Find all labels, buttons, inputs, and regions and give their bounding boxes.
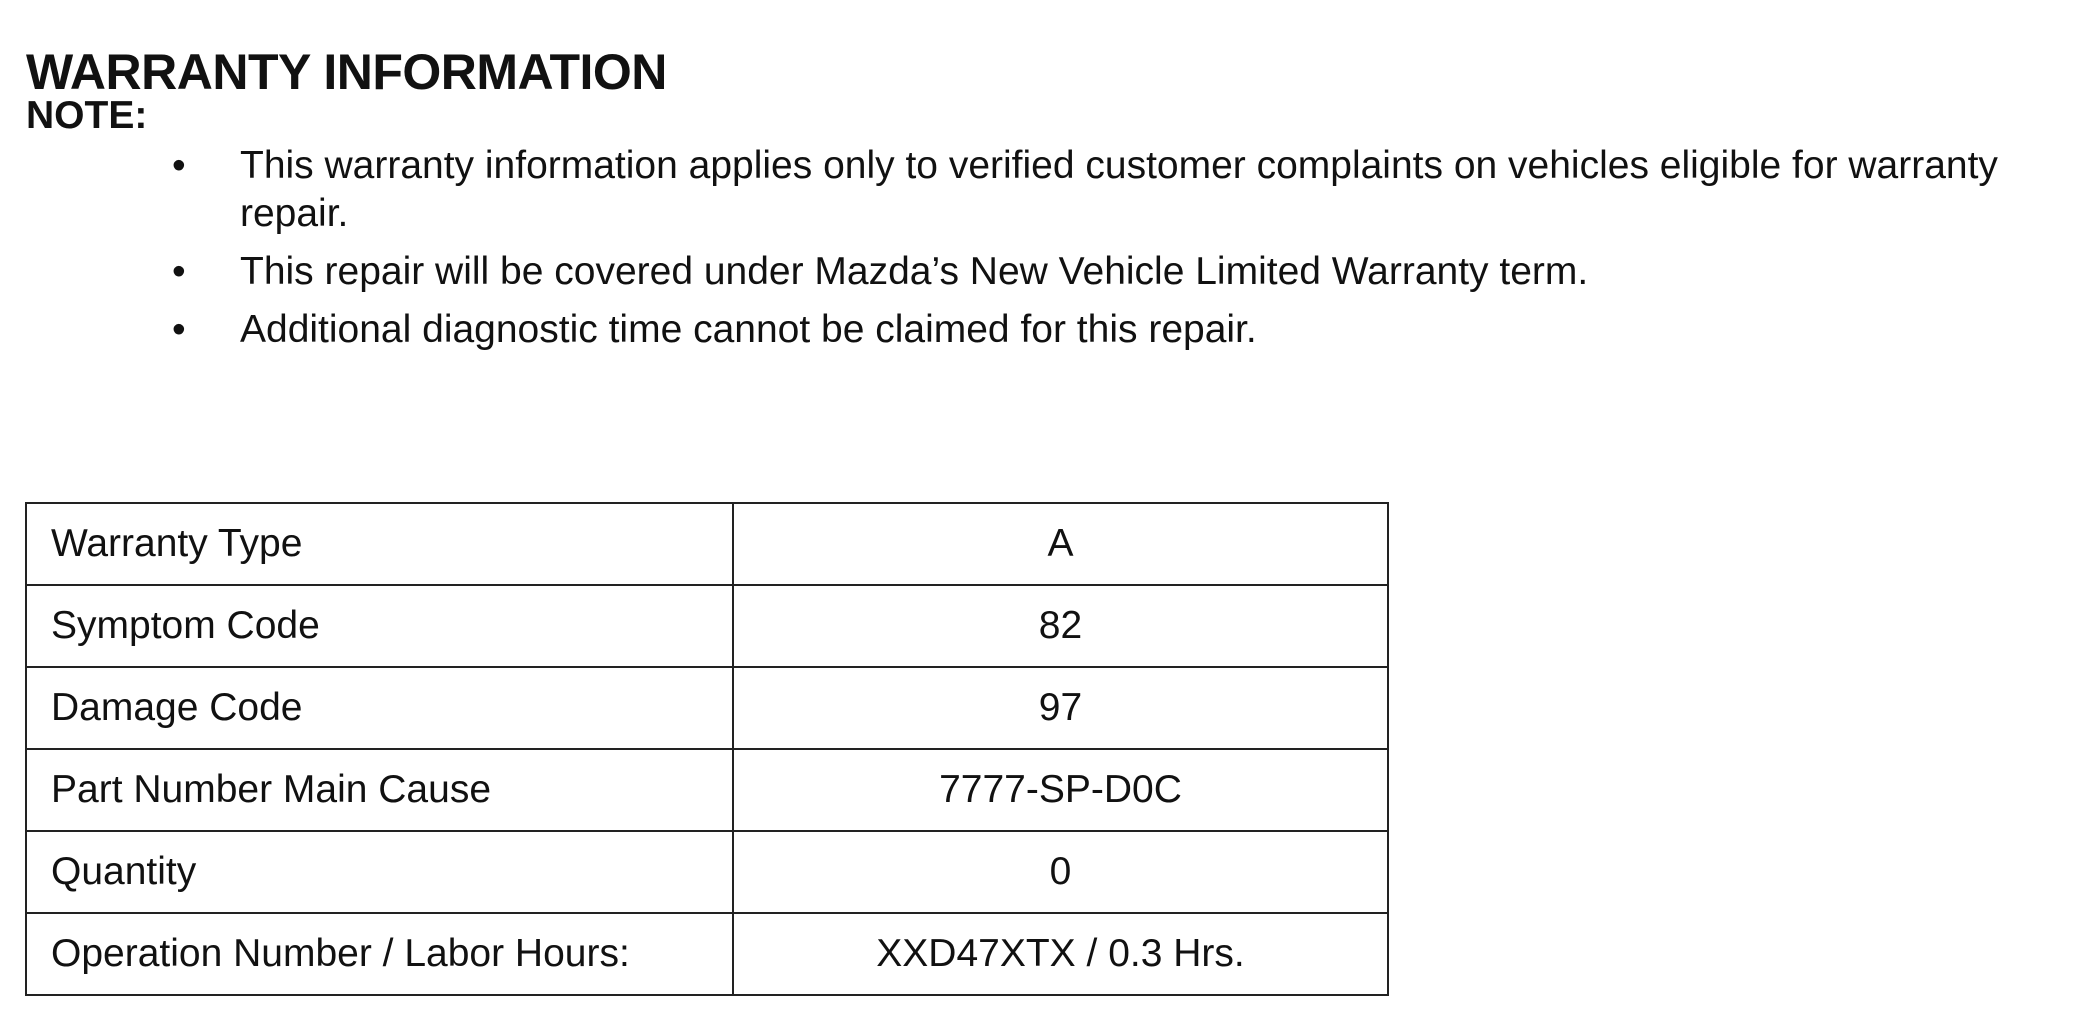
table-row xyxy=(26,913,1388,995)
bullet-icon: • xyxy=(172,144,186,187)
table-cell-label: Damage Code xyxy=(26,667,733,749)
note-item xyxy=(0,142,2089,238)
table-cell-label: Warranty Type xyxy=(26,503,733,585)
table-cell-value: 97 xyxy=(733,667,1388,749)
table-cell-value: 7777-SP-D0C xyxy=(733,749,1388,831)
table-cell-label: Part Number Main Cause xyxy=(26,749,733,831)
bullet-icon: • xyxy=(172,308,186,351)
table-cell-label: Symptom Code xyxy=(26,585,733,667)
table-row xyxy=(26,749,1388,831)
table-row xyxy=(26,831,1388,913)
note-text: This repair will be covered under Mazda’s New Vehicle Limited Warranty term. xyxy=(240,250,1589,293)
note-item xyxy=(0,306,2089,354)
notes-list xyxy=(0,142,2089,364)
note-label: NOTE: xyxy=(26,94,148,137)
table-cell-value: XXD47XTX / 0.3 Hrs. xyxy=(733,913,1388,995)
table-row xyxy=(26,585,1388,667)
table-cell-value: 0 xyxy=(733,831,1388,913)
note-item xyxy=(0,248,2089,296)
note-text: This warranty information applies only to verified customer complaints on vehicles eligible for warranty repair. xyxy=(240,144,1998,235)
table-row xyxy=(26,667,1388,749)
table-cell-value: 82 xyxy=(733,585,1388,667)
table-row xyxy=(26,503,1388,585)
table-cell-label: Operation Number / Labor Hours: xyxy=(26,913,733,995)
table-cell-label: Quantity xyxy=(26,831,733,913)
table-cell-value: A xyxy=(733,503,1388,585)
page-title: WARRANTY INFORMATION xyxy=(26,43,667,100)
note-text: Additional diagnostic time cannot be claimed for this repair. xyxy=(240,308,1257,351)
warranty-table xyxy=(25,502,1389,996)
bullet-icon: • xyxy=(172,250,186,293)
